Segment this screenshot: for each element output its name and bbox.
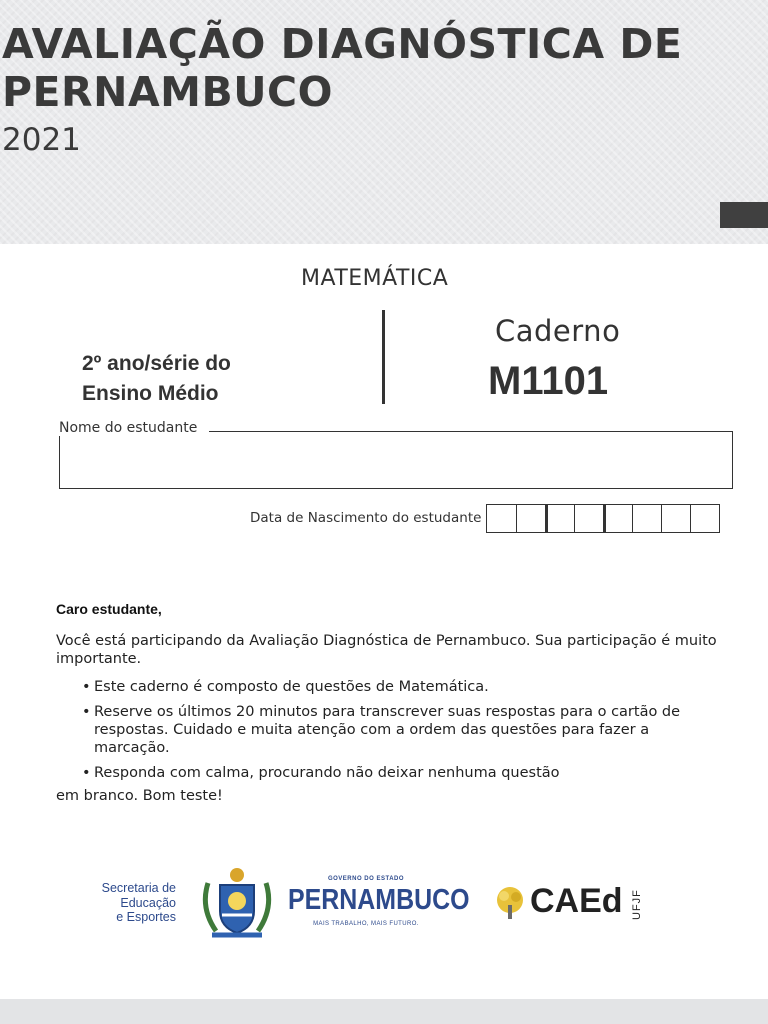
birth-date-year-digit[interactable] [661,505,690,532]
bullet-icon: • [82,704,91,720]
pernambuco-crest-icon [198,863,276,943]
birth-date-month-digit[interactable] [574,505,603,532]
footer-bar [0,999,768,1024]
secretaria-logo: Secretaria de Educação e Esportes [101,881,176,924]
instruction-item: • Este caderno é composto de questões de Matemática. [82,679,489,695]
instruction-item: • Reserve os últimos 20 minutos para transcrever suas respostas para o cartão de respostas. Cuidado e muita atenção com a ordem das questões para fazer a marcação. [82,704,681,756]
birth-date-year-digit[interactable] [690,505,719,532]
subject-label: MATEMÁTICA [301,266,449,291]
greeting: Caro estudante, [56,601,162,617]
birth-date-day-digit[interactable] [487,505,516,532]
vertical-divider [382,310,385,404]
bullet-icon: • [82,765,91,781]
header-tab-decoration [720,202,768,228]
birth-date-year-digit[interactable] [632,505,661,532]
intro-paragraph: Você está participando da Avaliação Diagnóstica de Pernambuco. Sua participação é muito importante. [56,633,717,667]
birth-date-month-digit[interactable] [545,505,574,532]
pernambuco-tagline: MAIS TRABALHO, MAIS FUTURO. [313,921,419,927]
caed-logo-text: CAEd [530,882,623,920]
instruction-item: • Responda com calma, procurando não deixar nenhuma questão [82,765,560,781]
student-name-field[interactable] [59,431,733,489]
caed-ufjf-label: UFJF [631,889,643,920]
header-banner [0,0,768,244]
pernambuco-logo-text: PERNAMBUCO [288,884,470,916]
document-title: AVALIAÇÃO DIAGNÓSTICA DE PERNAMBUCO [2,20,683,116]
grade-label: 2º ano/série do Ensino Médio [82,352,231,405]
birth-date-label: Data de Nascimento do estudante [250,510,482,526]
document-year: 2021 [2,122,81,158]
caed-tree-icon [493,885,527,921]
caderno-code: M1101 [488,359,609,403]
student-name-label: Nome do estudante [59,420,209,436]
birth-date-field[interactable] [486,504,720,533]
bullet-icon: • [82,679,91,695]
closing-line: em branco. Bom teste! [56,788,223,804]
instruction-list [82,678,712,789]
birth-date-day-digit[interactable] [516,505,545,532]
pernambuco-gov-label: GOVERNO DO ESTADO [327,876,405,882]
caderno-label: Caderno [495,314,621,348]
birth-date-year-digit[interactable] [603,505,632,532]
